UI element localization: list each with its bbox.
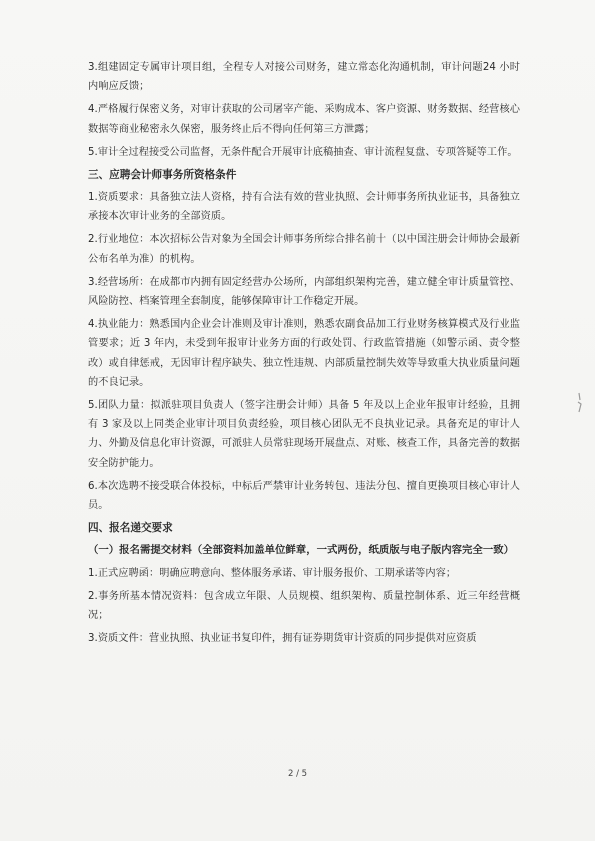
- material-2: 2.事务所基本情况资料：包含成立年限、人员规模、组织架构、质量控制体系、近三年经营概况；: [88, 590, 520, 622]
- material-3: 3.资质文件：营业执照、执业证书复印件，拥有证券期货审计资质的同步提供对应资质: [88, 633, 477, 645]
- qualification-2: 2.行业地位：本次招标公告对象为全国会计师事务所综合排名前十（以中国注册会计师协会最新公布名单为准）的机构。: [88, 234, 520, 265]
- qualification-6: 6.本次选聘不接受联合体投标，中标后严禁审计业务转包、违法分包、擅自更换项目核心审计人员。: [88, 480, 520, 512]
- page-number: 2 / 5: [287, 769, 308, 779]
- materials-subheading: （一）报名需提交材料（全部资料加盖单位鲜章，一式两份，纸质版与电子版内容完全一致）: [88, 544, 515, 557]
- qualification-1: 1.资质要求：具备独立法人资格，持有合法有效的营业执照、会计师事务所执业证书，具备独立承接本次审计业务的全部资质。: [88, 192, 520, 223]
- clause-5-supervision: 5.审计全过程接受公司监督，无条件配合开展审计底稿抽查、审计流程复盘、专项答疑等工作。: [88, 146, 518, 158]
- section-4-heading: 四、报名递交要求: [88, 522, 173, 535]
- scan-margin-mark: [576, 392, 583, 414]
- clause-3-dedicated-team: 3.组建固定专属审计项目组，全程专人对接公司财务，建立常态化沟通机制，审计问题24 小时内响应反馈；: [88, 62, 520, 93]
- qualification-3: 3.经营场所：在成都市内拥有固定经营办公场所，内部组织架构完善，建立健全审计质量管控、风险防控、档案管理全套制度，能够保障审计工作稳定开展。: [88, 276, 520, 308]
- document-body: [88, 58, 520, 653]
- material-1: 1.正式应聘函：明确应聘意向、整体服务承诺、审计服务报价、工期承诺等内容；: [88, 567, 457, 579]
- section-3-heading: 三、应聘会计师事务所资格条件: [88, 169, 237, 182]
- qualification-5: 5.团队力量：拟派驻项目负责人（签字注册会计师）具备 5 年及以上企业年报审计经验，且拥有 3 家及以上同类企业审计项目负责经验，项目核心团队无不良执业记录。具备充足的审计人力、外勤及信息化审计资源，可派驻人员常驻现场开展盘点、对账、核查工作，具备完善的数据安全防护能力。: [88, 400, 520, 469]
- qualification-4: 4.执业能力：熟悉国内企业会计准则及审计准则，熟悉农副食品加工行业财务核算模式及行业监管要求；近 3 年内，未受到年报审计业务方面的行政处罚、行政监管措施（如警示函、责令整改）或自律惩戒，无因审计程序缺失、独立性违规、内部质量控制失效等导致重大执业质量问题的不良记录。: [88, 319, 520, 388]
- clause-4-confidentiality: 4.严格履行保密义务，对审计获取的公司屠宰产能、采购成本、客户资源、财务数据、经营核心数据等商业秘密永久保密，服务终止后不得向任何第三方泄露；: [88, 104, 520, 135]
